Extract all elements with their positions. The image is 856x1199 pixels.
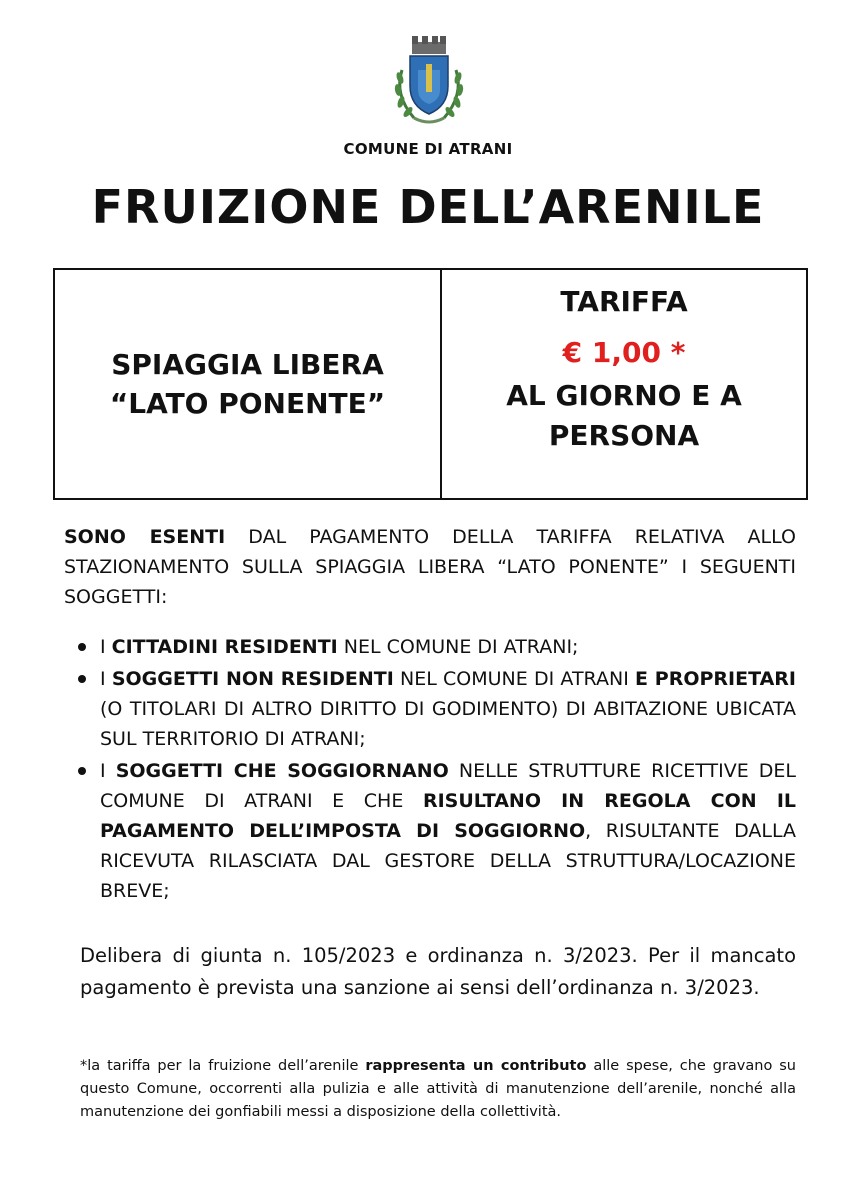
footnote-text: *la tariffa per la fruizione dell’arenile [80,1058,366,1074]
tariff-unit-line2: PERSONA [548,418,700,452]
tariff-label: TARIFFA [560,285,688,318]
bullet-text: I [100,760,116,782]
exemption-list [78,632,796,908]
footnote-strong: rappresenta un contributo [365,1058,587,1074]
bullet-strong: E PROPRIETARI [635,668,796,690]
bullet-text: , RISULTANTE DALLA RICEVUTA RILASCIATA DAL GESTORE DELLA STRUTTURA/LOCAZIONE BREVE; [100,820,796,902]
tariff-unit-line1: AL GIORNO E A [506,379,742,413]
list-item [78,664,796,754]
bullet-text: NEL COMUNE DI ATRANI [393,668,636,690]
exemption-lead: SONO ESENTI [64,526,226,548]
exemption-text: DAL PAGAMENTO DELLA TARIFFA RELATIVA ALLO STAZIONAMENTO SULLA SPIAGGIA LIBERA “LATO PONENTE” I SEGUENTI SOGGETTI: [64,526,796,608]
tariff-price: € 1,00 * [562,336,686,370]
municipality-name: COMUNE DI ATRANI [343,140,513,158]
tariff-cell [442,270,806,498]
bullet-strong: RISULTANO IN REGOLA CON IL PAGAMENTO DELL’IMPOSTA DI SOGGIORNO [100,790,797,842]
bullet-text: NEL COMUNE DI ATRANI; [337,636,579,658]
bullet-icon [78,675,86,683]
bullet-strong: SOGGETTI CHE SOGGIORNANO [115,760,449,782]
fee-table [53,268,808,500]
footnote [80,1055,796,1124]
atrani-coat-of-arms-icon [392,30,466,130]
beach-name-line2: “LATO PONENTE” [109,387,386,420]
beach-cell [55,270,442,498]
bullet-strong: CITTADINI RESIDENTI [111,636,338,658]
bullet-text: (O TITOLARI DI ALTRO DIRITTO DI GODIMENTO) DI ABITAZIONE UBICATA SUL TERRITORIO DI ATRANI; [100,698,796,750]
list-item [78,756,796,906]
bullet-strong: SOGGETTI NON RESIDENTI [111,668,394,690]
footnote-text: alle spese, che gravano su questo Comune, occorrenti alla pulizia e alle attività di manutenzione dell’arenile, nonché alla manutenzione dei gonfiabili messi a disposizione della collettività. [80,1058,796,1120]
bullet-text: I [100,668,112,690]
exemption-intro [64,522,796,612]
bullet-text: I [100,636,112,658]
delibera-text: Delibera di giunta n. 105/2023 e ordinanza n. 3/2023. Per il mancato pagamento è prevista una sanzione ai sensi dell’ordinanza n. 3/2023. [80,944,796,999]
page-title: FRUIZIONE DELL’ARENILE [91,180,765,234]
bullet-icon [78,767,86,775]
list-item [78,632,796,662]
beach-name-line1: SPIAGGIA LIBERA [111,347,384,381]
bullet-icon [78,643,86,651]
bullet-text: NELLE STRUTTURE RICETTIVE DEL COMUNE DI ATRANI E CHE [100,760,796,812]
